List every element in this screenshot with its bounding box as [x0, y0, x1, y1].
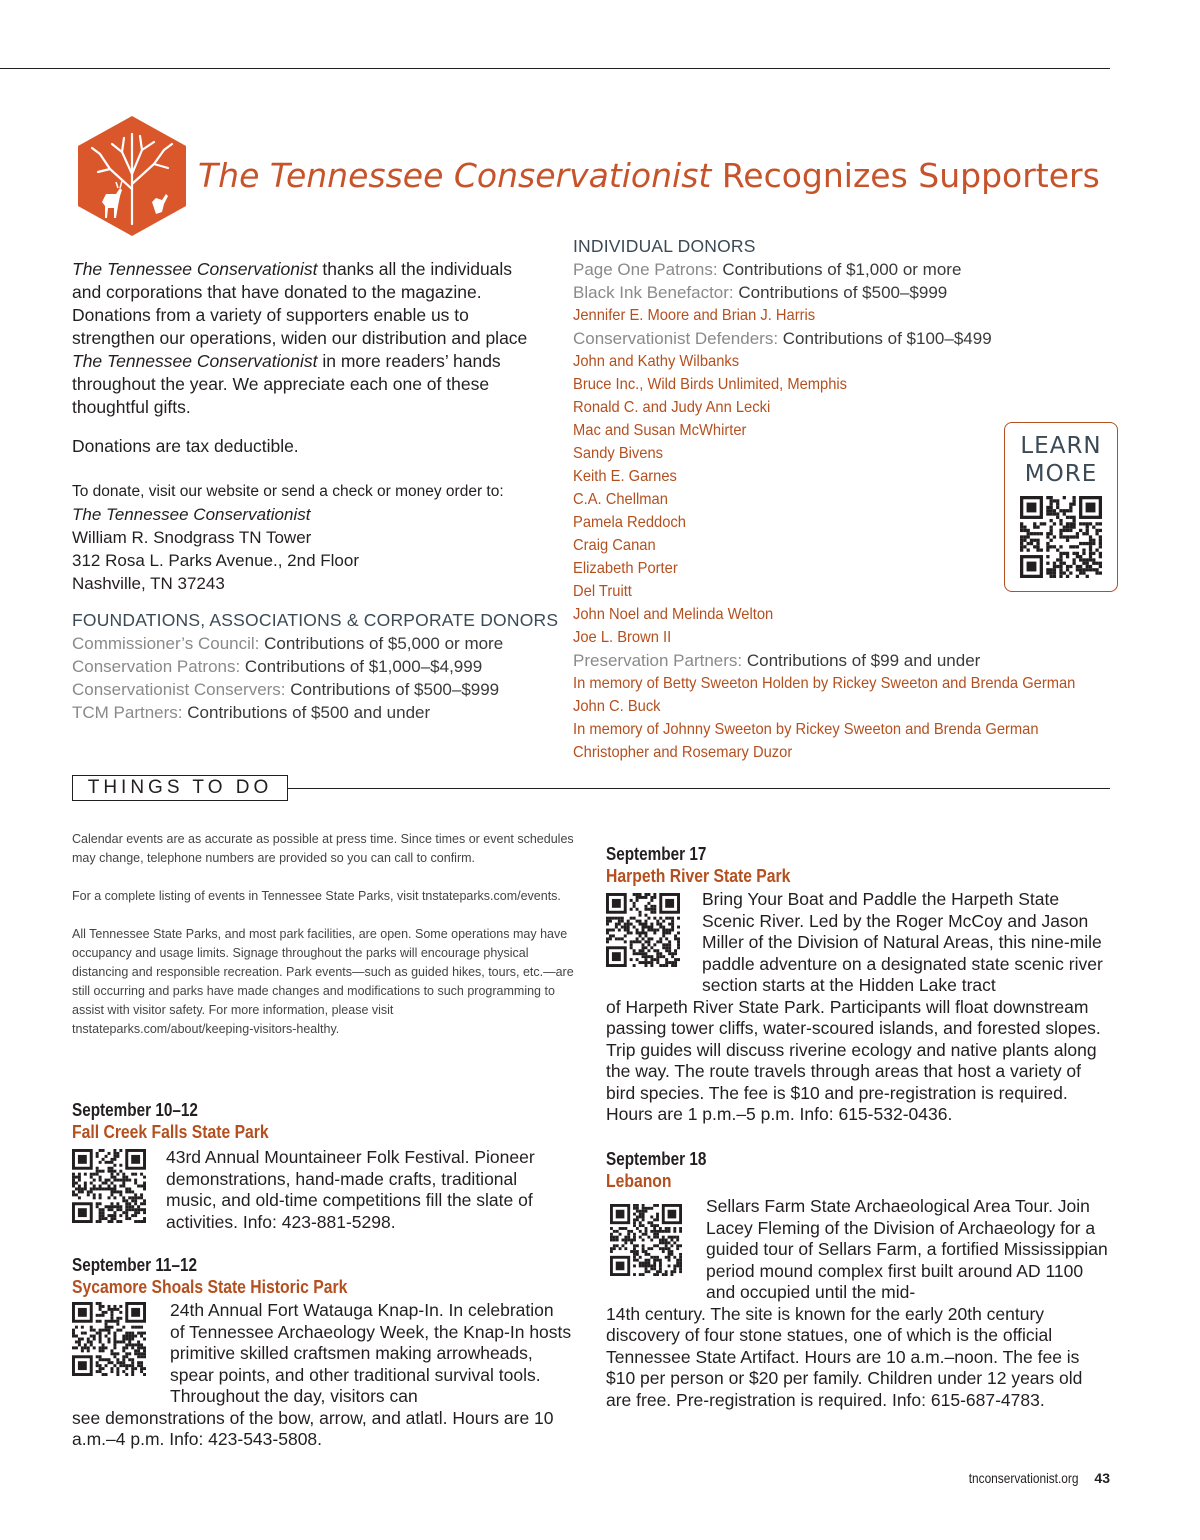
note-paragraph: For a complete listing of events in Tennessee State Parks, visit tnstateparks.com/events.: [72, 889, 561, 903]
title-rest: Recognizes Supporters: [711, 156, 1100, 195]
donor-name: John C. Buck: [573, 698, 661, 715]
note-paragraph: Calendar events are as accurate as possible at press time. Since times or event schedules may change, telephone numbers are provided so you can call to confirm.: [72, 832, 574, 865]
donor-tier: Black Ink Benefactor: Contributions of $500–$999: [573, 283, 948, 302]
donor-name: John Noel and Melinda Welton: [573, 606, 774, 623]
event-date: September 17: [606, 844, 707, 864]
event-description-cont: of Harpeth River State Park. Participants will float downstream passing tower cliffs, water-scoured islands, and forested slopes. Trip guides will discuss riverine ecology and native plants along the way. The route travels through areas that host a variety of bird species. The fee is $10 and pre-registration is required. Hours are 1 p.m.–5 p.m. Info: 615-532-0436.: [606, 996, 1101, 1124]
intro-paragraph: [72, 258, 542, 419]
donate-line1: William R. Snodgrass TN Tower: [72, 528, 312, 547]
event-lebanon: [606, 1149, 1108, 1411]
intro-text-end: in more readers’ hands throughout the year. We appreciate each one of these thoughtful gifts.: [72, 351, 501, 417]
foundation-tier: Conservation Patrons: Contributions of $1,000–$4,999: [72, 657, 483, 676]
donor-name: In memory of Johnny Sweeton by Rickey Sweeton and Brenda German: [573, 721, 1039, 738]
donor-name: Sandy Bivens: [573, 445, 664, 462]
foundations-section: [72, 609, 558, 724]
donate-lead: To donate, visit our website or send a check or money order to:: [72, 483, 504, 500]
event-sycamore-shoals: [72, 1255, 572, 1451]
donor-name: In memory of Betty Sweeton Holden by Rickey Sweeton and Brenda German: [573, 675, 1076, 692]
intro-mag-name-2: The Tennessee Conservationist: [72, 351, 318, 371]
things-to-do-rule: [288, 788, 1110, 789]
learn-more-box[interactable]: [1004, 422, 1118, 592]
calendar-notes: [72, 830, 577, 1058]
tax-note: Donations are tax deductible.: [72, 436, 299, 456]
title-magazine-name: The Tennessee Conservationist: [198, 156, 712, 195]
event-fall-creek: [72, 1100, 572, 1233]
donor-name: Del Truitt: [573, 583, 632, 600]
event-description: 43rd Annual Mountaineer Folk Festival. Pioneer demonstrations, hand-made crafts, traditional music, and old-time competitions fill the slate of activities. Info: 423-881-5298.: [166, 1147, 535, 1232]
donor-name: C.A. Chellman: [573, 491, 668, 508]
donor-name: Mac and Susan McWhirter: [573, 422, 747, 439]
donate-name: The Tennessee Conservationist: [72, 505, 311, 524]
intro-mag-name: The Tennessee Conservationist: [72, 259, 318, 279]
donate-address: [72, 480, 552, 595]
donor-tier: Conservationist Defenders: Contributions of $100–$499: [573, 329, 992, 348]
donor-name: Elizabeth Porter: [573, 560, 678, 577]
donor-tier: Page One Patrons: Contributions of $1,000 or more: [573, 260, 962, 279]
donor-name: Keith E. Garnes: [573, 468, 677, 485]
event-location: Lebanon: [606, 1170, 672, 1191]
donor-name: Christopher and Rosemary Duzor: [573, 744, 793, 761]
event-location: Sycamore Shoals State Historic Park: [72, 1276, 348, 1297]
foundation-tier: Commissioner’s Council: Contributions of $5,000 or more: [72, 634, 504, 653]
page-number: 43: [1094, 1470, 1110, 1486]
foundation-tier: TCM Partners: Contributions of $500 and under: [72, 703, 431, 722]
event-date: September 18: [606, 1149, 707, 1169]
event-harpeth-river: [606, 844, 1108, 1126]
donor-name: Pamela Reddoch: [573, 514, 686, 531]
note-paragraph: All Tennessee State Parks, and most park facilities, are open. Some operations may have occupancy and usage limits. Signage throughout the parks will encourage physical distancing and responsible recreation. Park events—such as guided hikes, tours, etc.—are still occurring and parks have made changes and modifications to such programming to assist with visitor safety. For more information, please visit tnstateparks.com/about/keeping-visitors-healthy.: [72, 927, 574, 1036]
page-title: [198, 156, 1100, 195]
qr-code-icon[interactable]: [72, 1149, 146, 1223]
individual-donors-heading: INDIVIDUAL DONORS: [573, 236, 756, 256]
footer-url[interactable]: tnconservationist.org: [968, 1470, 1079, 1486]
event-description: Bring Your Boat and Paddle the Harpeth State Scenic River. Led by the Roger McCoy and Jason Miller of the Division of Natural Areas, this nine-mile paddle adventure on a designated state scenic river section starts at the Hidden Lake tract: [702, 889, 1103, 995]
qr-code-icon[interactable]: [606, 893, 680, 967]
donor-name: Joe L. Brown II: [573, 629, 672, 646]
qr-code-icon[interactable]: [1020, 496, 1102, 578]
donate-line3: Nashville, TN 37243: [72, 574, 225, 593]
donor-name: Craig Canan: [573, 537, 656, 554]
event-location: Harpeth River State Park: [606, 865, 791, 886]
event-description: 24th Annual Fort Watauga Knap-In. In celebration of Tennessee Archaeology Week, the Knap-In hosts primitive skilled craftsmen making arrowheads, spear points, and other traditional survival tools. Throughout the day, visitors can: [170, 1300, 572, 1406]
donor-tier: Preservation Partners: Contributions of $99 and under: [573, 651, 981, 670]
intro-text: thanks all the individuals and corporations that have donated to the magazine. Donations from a variety of supporters enable us to strengthen our operations, widen our distribution and place: [72, 259, 528, 348]
page-footer: [959, 1470, 1110, 1486]
foundations-heading: FOUNDATIONS, ASSOCIATIONS & CORPORATE DONORS: [72, 610, 559, 630]
event-description-cont: 14th century. The site is known for the early 20th century discovery of four stone statues, one of which is the official Tennessee State Artifact. Hours are 10 a.m.–noon. The fee is $10 per person or $20 per family. Children under 12 years old are free. Pre-registration is required. Info: 615-687-4783.: [606, 1303, 1083, 1410]
top-rule: [0, 68, 1110, 69]
donate-line2: 312 Rosa L. Parks Avenue., 2nd Floor: [72, 551, 359, 570]
donor-name: Ronald C. and Judy Ann Lecki: [573, 399, 771, 416]
donor-name: John and Kathy Wilbanks: [573, 353, 740, 370]
event-description-cont: see demonstrations of the bow, arrow, and atlatl. Hours are 10 a.m.–4 p.m. Info: 423-543-5808.: [72, 1407, 554, 1449]
qr-code-icon[interactable]: [72, 1302, 146, 1376]
tree-deer-hexagon-icon: [70, 114, 194, 238]
donor-name: Jennifer E. Moore and Brian J. Harris: [573, 307, 816, 324]
event-date: September 11–12: [72, 1255, 198, 1275]
event-location: Fall Creek Falls State Park: [72, 1121, 269, 1142]
learn-more-label: LEARN MORE: [1020, 433, 1102, 487]
qr-code-icon[interactable]: [610, 1204, 682, 1276]
things-to-do-heading: THINGS TO DO: [72, 775, 288, 801]
event-description: Sellars Farm State Archaeological Area Tour. Join Lacey Fleming of the Division of Archaeology for a guided tour of Sellars Farm, a fortified Mississippian period mound complex first built around AD 1100 and occupied until the mid-: [706, 1196, 1108, 1302]
donor-name: Bruce Inc., Wild Birds Unlimited, Memphis: [573, 376, 848, 393]
event-date: September 10–12: [72, 1100, 198, 1120]
foundation-tier: Conservationist Conservers: Contributions of $500–$999: [72, 680, 500, 699]
